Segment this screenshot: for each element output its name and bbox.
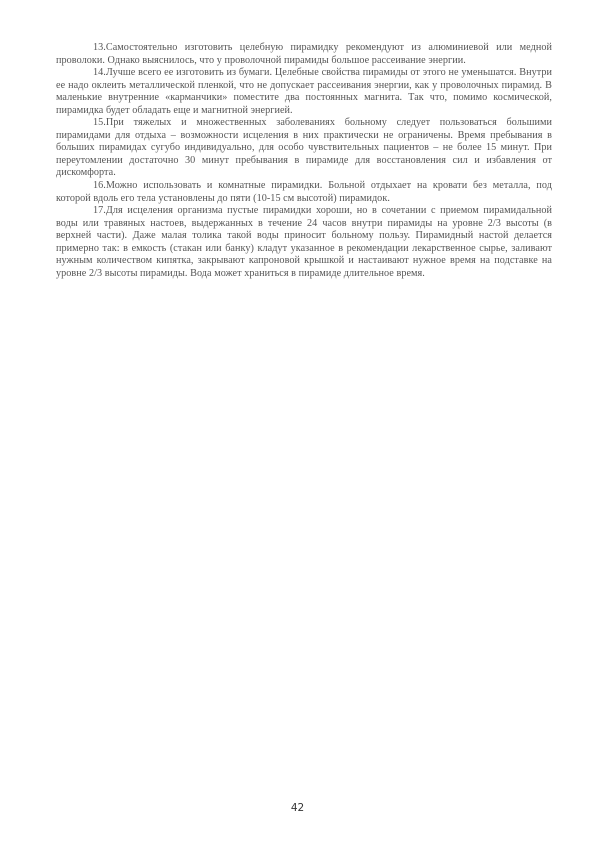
- page-body: [56, 42, 552, 280]
- paragraph-14: 14.Лучше всего ее изготовить из бумаги. Целебные свойства пирамиды от этого не уменьшатся. Внутри ее надо оклеить металлической пленкой, что не допускает рассеивания энергии, как у проволочных пирамид. В маленькие внутренние «карманчики» поместите два постоянных магнита. Так что, помимо космической, пирамидка будет обладать еще и магнитной энергией.: [56, 67, 552, 116]
- paragraph-15: 15.При тяжелых и множественных заболеваниях больному следует пользоваться большими пирамидами для отдыха – возможности исцеления в них практически не ограничены. Время пребывания в больших пирамидах сугубо индивидуально, для особо чувствительных пациентов – не более 15 минут. При переутомлении достаточно 30 минут пребывания в пирамиде для восстановления сил и избавления от дискомфорта.: [56, 117, 552, 179]
- paragraph-17: 17.Для исцеления организма пустые пирамидки хороши, но в сочетании с приемом пирамидальной воды или травяных настоев, выдержанных в течение 24 часов внутри пирамиды на уровне 2/3 высоты (в верхней части). Даже малая толика такой воды приносит больному пользу. Пирамидный настой делается примерно так: в емкость (стакан или банку) кладут указанное в рекомендации лекарственное сырье, заливают нужным количеством кипятка, закрывают капроновой крышкой и настаивают нужное время на подставке на уровне 2/3 высоты пирамиды. Вода может храниться в пирамиде длительное время.: [56, 205, 552, 279]
- page-number: 42: [290, 802, 305, 814]
- paragraph-16: 16.Можно использовать и комнатные пирамидки. Больной отдыхает на кровати без металла, под которой вдоль его тела установлены до пяти (10-15 см высотой) пирамидок.: [56, 180, 552, 204]
- paragraph-13: 13.Самостоятельно изготовить целебную пирамидку рекомендуют из алюминиевой или медной проволоки. Однако выяснилось, что у проволочной пирамиды большое рассеивание энергии.: [56, 42, 552, 66]
